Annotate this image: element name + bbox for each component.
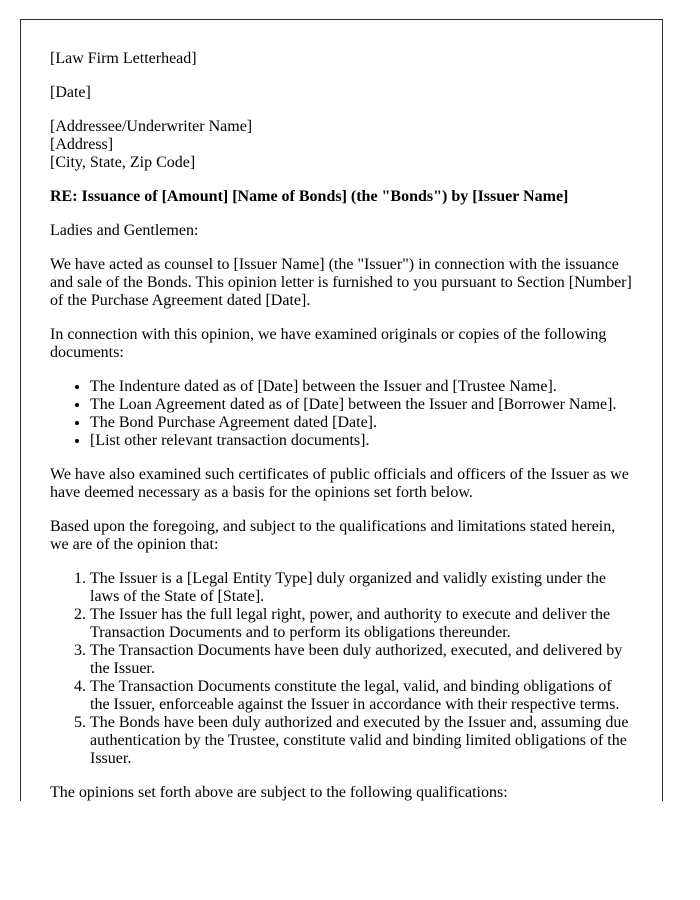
opinions-list	[50, 570, 632, 768]
document-list-item: • [List other relevant transaction documents].	[90, 432, 632, 450]
city-state-zip-line: [City, State, Zip Code]	[50, 154, 196, 171]
date-line: [Date]	[50, 84, 91, 101]
qualifications-intro-paragraph: The opinions set forth above are subject to the following qualifications:	[50, 784, 508, 801]
letterhead-placeholder: [Law Firm Letterhead]	[50, 50, 197, 67]
document-list-item: • The Indenture dated as of [Date] between the Issuer and [Trustee Name].	[90, 378, 632, 396]
intro-paragraph: We have acted as counsel to [Issuer Name] (the "Issuer") in connection with the issuance and sale of the Bonds. This opinion letter is furnished to you pursuant to Section [Number] of the Purchase Agreement dated [Date].	[50, 256, 632, 309]
document-list-item: • The Bond Purchase Agreement dated [Date].	[90, 414, 632, 432]
opinion-list-item: 2. The Issuer has the full legal right, power, and authority to execute and deliver the Transaction Documents and to perform its obligations thereunder.	[90, 606, 632, 642]
document-list-item: • The Loan Agreement dated as of [Date] between the Issuer and [Borrower Name].	[90, 396, 632, 414]
opinions-intro-paragraph: Based upon the foregoing, and subject to the qualifications and limitations stated herein, we are of the opinion that:	[50, 518, 616, 553]
opinion-list-item: 4. The Transaction Documents constitute the legal, valid, and binding obligations of the Issuer, enforceable against the Issuer in accordance with their respective terms.	[90, 678, 632, 714]
addressee-name-line: [Addressee/Underwriter Name]	[50, 118, 253, 135]
documents-intro-paragraph: In connection with this opinion, we have examined originals or copies of the following documents:	[50, 326, 607, 361]
opinion-list-item: 5. The Bonds have been duly authorized and executed by the Issuer and, assuming due authentication by the Trustee, constitute valid and binding limited obligations of the Issuer.	[90, 714, 632, 768]
address-line: [Address]	[50, 136, 114, 153]
opinion-list-item: 3. The Transaction Documents have been duly authorized, executed, and delivered by the Issuer.	[90, 642, 632, 678]
documents-list	[50, 378, 632, 450]
letter-page-frame	[20, 19, 663, 801]
opinion-list-item: 1. The Issuer is a [Legal Entity Type] duly organized and validly existing under the laws of the State of [State].	[90, 570, 632, 606]
salutation: Ladies and Gentlemen:	[50, 222, 199, 239]
certificates-paragraph: We have also examined such certificates of public officials and officers of the Issuer as we have deemed necessary as a basis for the opinions set forth below.	[50, 466, 629, 501]
re-subject-line: RE: Issuance of [Amount] [Name of Bonds] (the "Bonds") by [Issuer Name]	[50, 188, 569, 205]
